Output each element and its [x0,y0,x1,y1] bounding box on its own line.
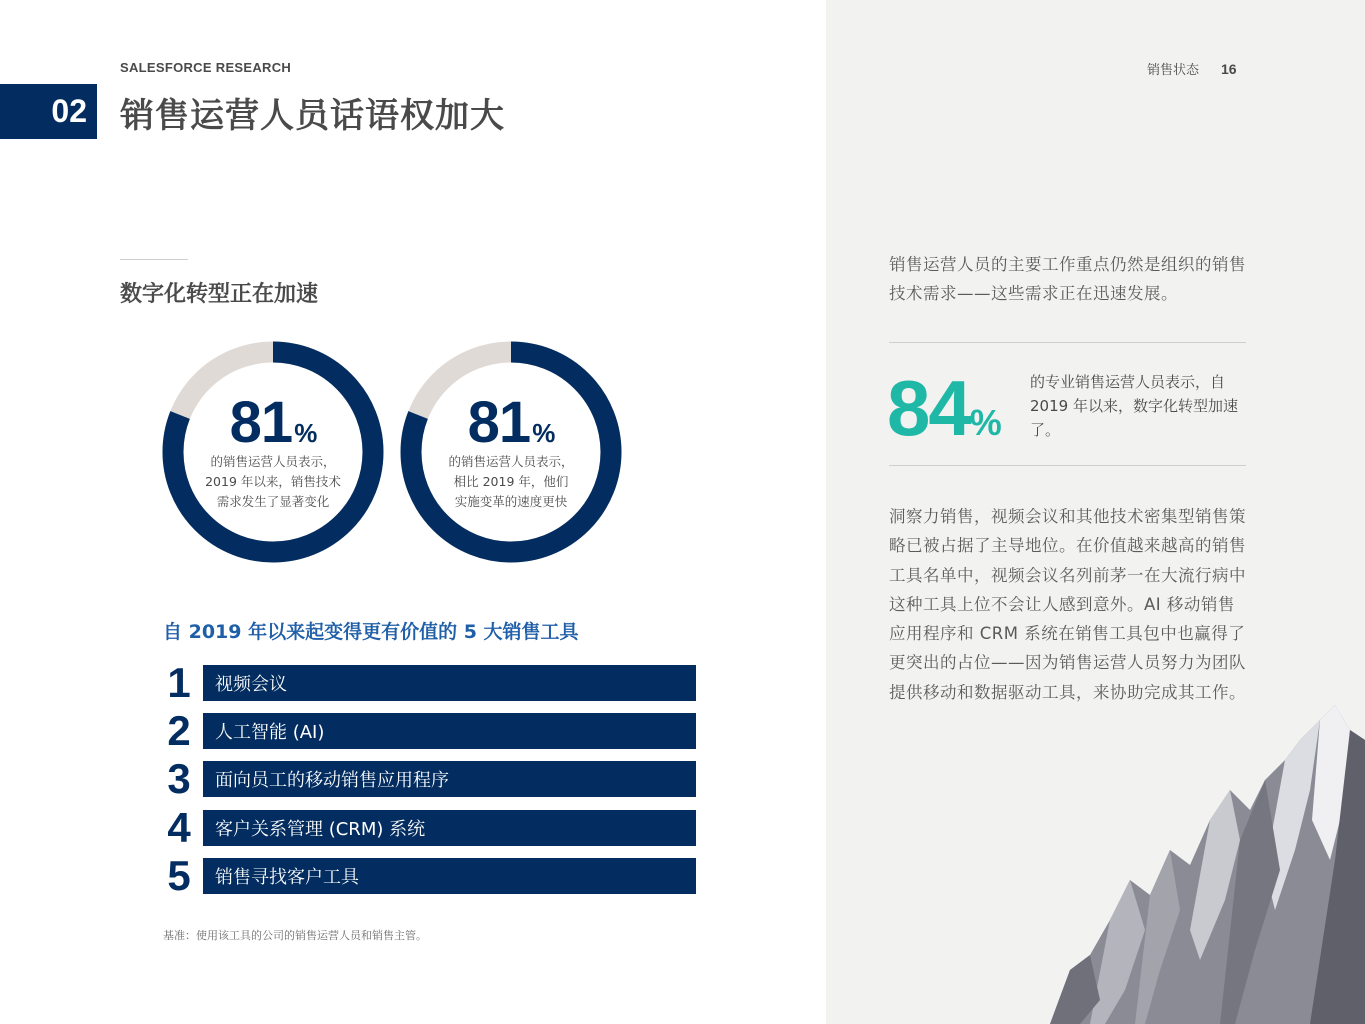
caption-line: 需求发生了显著变化 [216,494,330,509]
tool-bar: 面向员工的移动销售应用程序 [203,761,696,797]
donut-number: 81 [467,390,531,455]
tool-row [163,707,696,754]
donut-caption [431,452,591,512]
page-title: 销售运营人员话语权加大 [120,96,505,136]
percent-sign: % [532,418,555,448]
stat-number: 84 [887,364,970,452]
caption-line: 2019 年以来，销售技术 [205,474,341,489]
tool-bar: 销售寻找客户工具 [203,858,696,894]
divider [120,259,188,260]
caption-line: 的销售运营人员表示， [448,454,574,469]
tool-row [163,852,696,899]
section-number-badge: 02 [0,84,97,139]
tool-bar: 客户关系管理 (CRM) 系统 [203,810,696,846]
tool-rank: 1 [167,659,191,706]
donut-chart-tech-needs [161,340,385,564]
brand-label: SALESFORCE RESEARCH [120,60,292,75]
tool-row [163,755,696,802]
tool-rank: 3 [167,755,191,802]
donut-caption [193,452,353,512]
caption-line: 的销售运营人员表示， [210,454,336,469]
page-header-meta [1147,59,1237,78]
stat-callout [887,366,1002,465]
percent-sign: % [969,402,1002,443]
sidebar-intro: 销售运营人员的主要工作重点仍然是组织的销售技术需求——这些需求正在迅速发展。 [889,255,1246,303]
tools-list-title: 自 2019 年以来起变得更有价值的 5 大销售工具 [163,621,579,643]
tool-rank: 4 [167,804,191,851]
caption-line: 实施变革的速度更快 [454,494,568,509]
divider [889,342,1246,343]
divider [889,465,1246,466]
donut-number: 81 [229,390,293,455]
tool-row [163,659,696,706]
tool-row [163,804,696,851]
footnote: 基准：使用该工具的公司的销售运营人员和销售主管。 [163,929,427,942]
tool-rank: 5 [167,852,191,899]
section-subheading: 数字化转型正在加速 [120,282,319,307]
percent-sign: % [294,418,317,448]
caption-line: 相比 2019 年，他们 [453,474,569,489]
report-name: 销售状态 [1147,63,1200,78]
tool-bar: 视频会议 [203,665,696,701]
tool-rank: 2 [167,707,191,754]
tool-bar: 人工智能 (AI) [203,713,696,749]
mountain-illustration [1050,700,1365,1024]
sidebar-body-text: 洞察力销售，视频会议和其他技术密集型销售策略已被占据了主导地位。在价值越来越高的销售工具名单中，视频会议名列前茅一在大流行病中这种工具上位不会让人感到意外。AI 移动销售应用程序和 CRM 系统在销售工具包中也赢得了更突出的占位——因为销售运营人员努力为团队提供移动和数据驱动工具，来协助完成其工作。 [889,507,1246,702]
page-number: 16 [1221,61,1237,77]
donut-chart-change-speed [399,340,623,564]
stat-description: 的专业销售运营人员表示，自 2019 年以来，数字化转型加速了。 [1030,373,1238,439]
